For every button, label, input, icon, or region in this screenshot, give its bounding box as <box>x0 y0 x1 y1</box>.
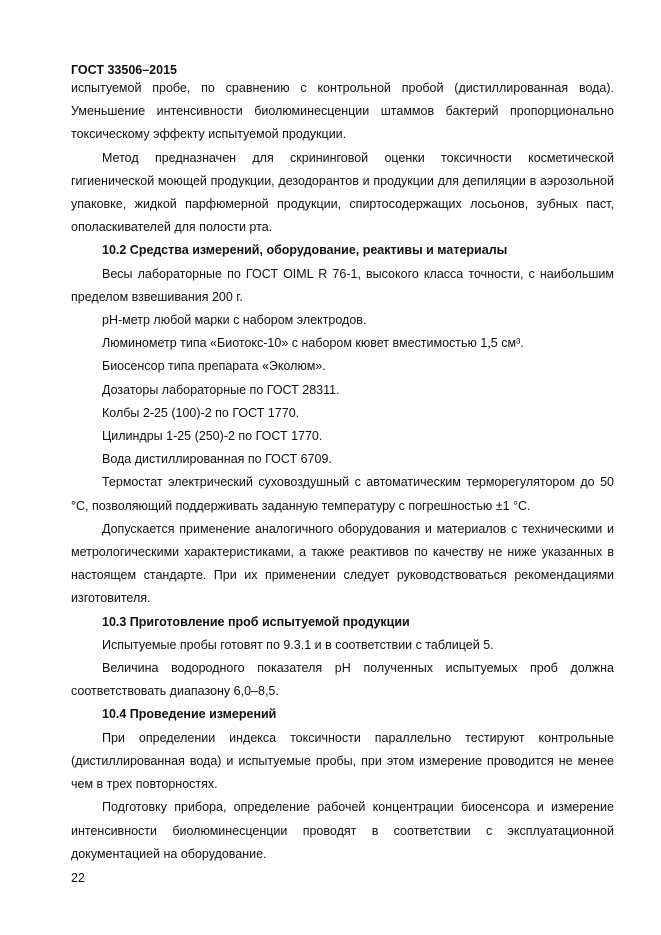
paragraph-flasks: Колбы 2-25 (100)-2 по ГОСТ 1770. <box>102 405 300 420</box>
paragraph-luminometer: Люминометр типа «Биотокс-10» с набором кювет вместимостью 1,5 см³. <box>102 336 524 351</box>
paragraph-thermostat: Термостат электрический суховоздушный с автоматическим терморегулятором до 50 °С, позволяющий поддерживать заданную температуру с погрешностью ±1 °С. <box>71 475 614 513</box>
section-heading-10-2: 10.2 Средства измерений, оборудование, реактивы и материалы <box>102 243 508 258</box>
paragraph-ph-range: Величина водородного показателя pH полученных испытуемых проб должна соответствовать диапазону 6,0–8,5. <box>71 661 614 699</box>
document-body <box>71 77 614 866</box>
section-heading-10-3: 10.3 Приготовление проб испытуемой продукции <box>102 614 410 629</box>
page-number: 22 <box>71 871 85 885</box>
document-code: ГОСТ 33506–2015 <box>71 63 177 77</box>
paragraph-dispensers: Дозаторы лабораторные по ГОСТ 28311. <box>102 382 340 397</box>
paragraph-scales: Весы лабораторные по ГОСТ OIML R 76-1, высокого класса точности, с наибольшим пределом взвешивания 200 г. <box>71 266 614 304</box>
paragraph-equivalents: Допускается применение аналогичного оборудования и материалов с техническими и метрологическими характеристиками, а также реактивов по качеству не ниже указанных в настоящем стандарте. При их применении следует руководствоваться рекомендациями изготовителя. <box>71 521 614 606</box>
paragraph-toxicity-index: При определении индекса токсичности параллельно тестируют контрольные (дистиллированная вода) и испытуемые пробы, при этом измерение проводится не менее чем в трех повторностях. <box>71 730 614 792</box>
paragraph-samples: Испытуемые пробы готовят по 9.3.1 и в соответствии с таблицей 5. <box>102 637 494 652</box>
paragraph-device-preparation: Подготовку прибора, определение рабочей концентрации биосенсора и измерение интенсивности биолюминесценции проводят в соответствии с эксплуатационной документацией на оборудование. <box>71 800 614 861</box>
paragraph-method-purpose: Метод предназначен для скрининговой оценки токсичности косметической гигиенической моющей продукции, дезодорантов и продукции для депиляции в аэрозольной упаковке, жидкой парфюмерной продукции, спиртосодержащих лосьонов, зубных паст, ополаскивателей для полости рта. <box>71 150 614 235</box>
paragraph-cylinders: Цилиндры 1-25 (250)-2 по ГОСТ 1770. <box>102 429 323 444</box>
paragraph-water: Вода дистиллированная по ГОСТ 6709. <box>102 452 332 467</box>
paragraph-ph-meter: pH-метр любой марки с набором электродов. <box>102 313 367 328</box>
paragraph-biosensor: Биосенсор типа препарата «Эколюм». <box>102 359 326 374</box>
paragraph-continuation: испытуемой пробе, по сравнению с контрольной пробой (дистиллированная вода). Уменьшение интенсивности биолюминесценции штаммов бактерий пропорционально токсическому эффекту испытуемой продукции. <box>71 81 614 142</box>
section-heading-10-4: 10.4 Проведение измерений <box>102 707 277 722</box>
